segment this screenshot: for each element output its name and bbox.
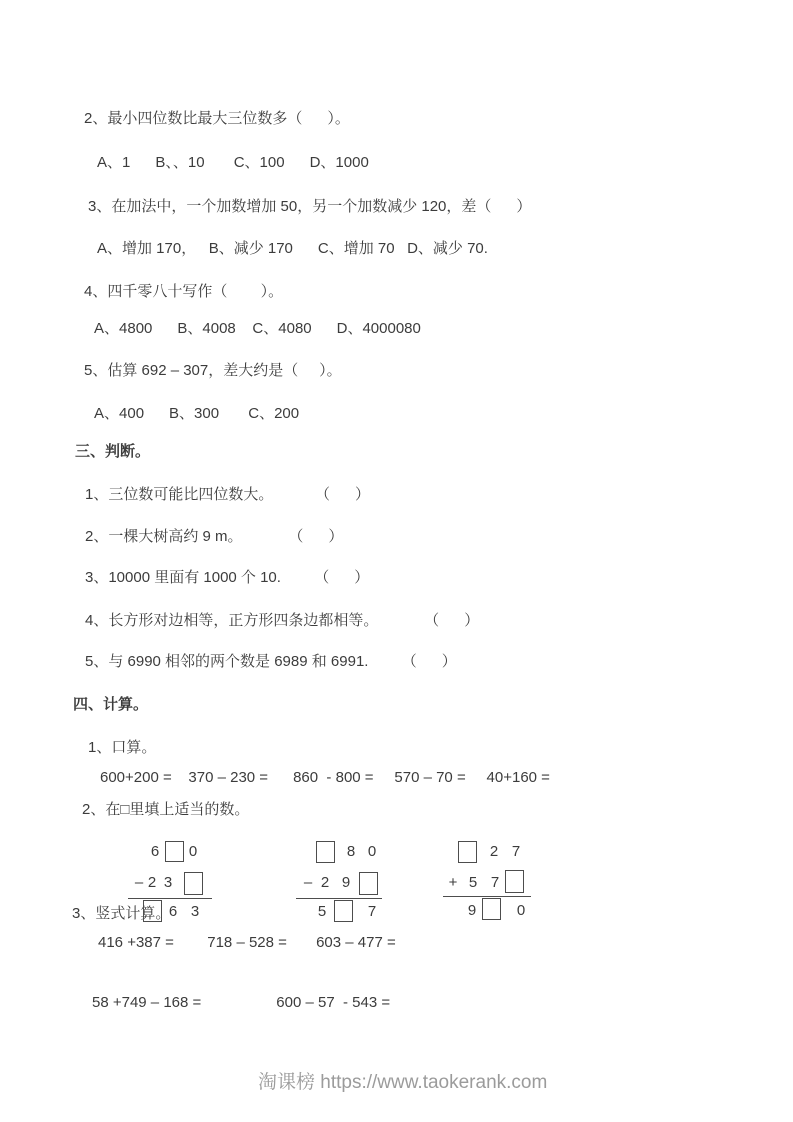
digit-cell: 0 xyxy=(188,843,198,860)
minus-sign: – xyxy=(303,874,313,891)
judgment-item-2: 2、一棵大树高约 9 m。 （ ） xyxy=(85,528,344,545)
digit-cell: 8 xyxy=(346,843,356,860)
judgment-item-1: 1、三位数可能比四位数大。 （ ） xyxy=(85,486,371,503)
oral-calc-label: 1、口算。 xyxy=(88,739,157,756)
equals-line xyxy=(443,896,531,897)
question-3-text: 3、在加法中，一个加数增加 50，另一个加数减少 120，差（ ） xyxy=(88,198,532,215)
blank-box xyxy=(482,898,501,920)
question-2-text: 2、最小四位数比最大三位数多（ ）。 xyxy=(84,110,350,127)
question-5-options: A、400 B、300 C、200 xyxy=(94,405,300,422)
judgment-item-3: 3、10000 里面有 1000 个 10. （ ） xyxy=(85,569,370,586)
question-4-text: 4、四千零八十写作（ ）。 xyxy=(84,283,284,300)
section-judgment-heading: 三、判断。 xyxy=(75,443,151,460)
mixed-calc-problems: 58 +749 – 168 = 600 – 57 - 543 = xyxy=(92,994,391,1011)
blank-box xyxy=(359,872,378,895)
equals-line xyxy=(128,898,212,899)
fill-blank-problem-2 xyxy=(296,838,392,934)
digit-cell: 3 xyxy=(190,903,200,920)
question-2-options: A、1 B、、10 C、100 D、1000 xyxy=(97,154,369,171)
blank-box xyxy=(505,870,524,893)
oral-calc-problems: 600+200 = 370 – 230 = 860 - 800 = 570 – 70 = 40+160 = xyxy=(100,769,550,786)
digit-cell: 0 xyxy=(516,902,526,919)
digit-cell: 5 xyxy=(468,874,478,891)
fill-blank-problem-3 xyxy=(443,838,539,934)
footer-watermark: 淘课榜 https://www.taokerank.com xyxy=(258,1072,548,1093)
digit-cell: 2 xyxy=(489,843,499,860)
blank-box xyxy=(458,841,477,863)
digit-cell: 2 xyxy=(147,874,157,891)
blank-box xyxy=(143,900,162,922)
fill-blank-label: 2、在□里填上适当的数。 xyxy=(82,801,250,818)
digit-cell: 7 xyxy=(511,843,521,860)
blank-box xyxy=(316,841,335,863)
equals-line xyxy=(296,898,382,899)
vertical-calc-problems: 416 +387 = 718 – 528 = 603 – 477 = xyxy=(98,934,396,951)
digit-cell: 2 xyxy=(320,874,330,891)
digit-cell: 9 xyxy=(341,874,351,891)
question-4-options: A、4800 B、4008 C、4080 D、4000080 xyxy=(94,320,421,337)
digit-cell: 6 xyxy=(150,843,160,860)
digit-cell: 5 xyxy=(317,903,327,920)
digit-cell: 7 xyxy=(367,903,377,920)
blank-box xyxy=(165,841,184,862)
judgment-item-5: 5、与 6990 相邻的两个数是 6989 和 6991. （ ） xyxy=(85,653,457,670)
digit-cell: 3 xyxy=(163,874,173,891)
section-calculation-heading: 四、计算。 xyxy=(73,696,149,713)
blank-box xyxy=(334,900,353,922)
question-3-options: A、增加 170， B、减少 170 C、增加 70 D、减少 70. xyxy=(97,240,488,257)
minus-sign: – xyxy=(134,874,144,891)
blank-box xyxy=(184,872,203,895)
digit-cell: 6 xyxy=(168,903,178,920)
question-5-text: 5、估算 692 – 307，差大约是（ ）。 xyxy=(84,362,342,379)
digit-cell: 0 xyxy=(367,843,377,860)
vertical-calc-label: 3、竖式计算。 xyxy=(72,905,171,922)
fill-blank-problem-1 xyxy=(128,838,224,934)
judgment-item-4: 4、长方形对边相等，正方形四条边都相等。 （ ） xyxy=(85,612,480,629)
digit-cell: 7 xyxy=(490,874,500,891)
digit-cell: 9 xyxy=(467,902,477,919)
plus-sign: + xyxy=(448,874,458,891)
